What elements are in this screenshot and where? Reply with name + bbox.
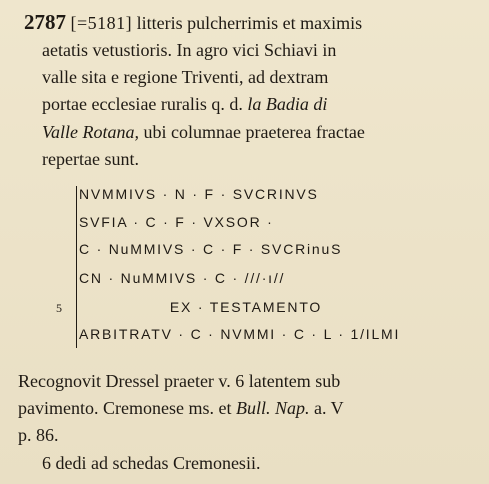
notes-line-3: p. 86. bbox=[18, 425, 59, 445]
intro-line-5-text: ubi columnae praeterea fractae bbox=[143, 122, 365, 142]
inscription-line-1: NVMMIVS · N · F · SVCRINVS bbox=[79, 186, 319, 202]
inscription-left-rule bbox=[76, 186, 78, 348]
notes-line-2-italic: Bull. Nap. bbox=[235, 398, 310, 418]
entry-number: 2787 bbox=[24, 10, 66, 34]
intro-line-4 bbox=[42, 92, 327, 117]
entry-header-line bbox=[24, 10, 362, 36]
notes-line-2 bbox=[18, 396, 344, 421]
intro-line-4-text: portae ecclesiae ruralis q. d. bbox=[42, 94, 243, 114]
intro-line-3: valle sita e regione Triventi, ad dextram bbox=[42, 67, 329, 87]
intro-line-1: litteris pulcherrimis et maximis bbox=[136, 13, 363, 33]
intro-line-5 bbox=[42, 120, 365, 145]
intro-line-5-italic: Valle Rotana, bbox=[42, 122, 139, 142]
notes-line-1: Recognovit Dressel praeter v. 6 latentem sub bbox=[18, 371, 341, 391]
notes-line-2-start: pavimento. Cremonese ms. et bbox=[18, 398, 232, 418]
intro-line-4-italic: la Badia di bbox=[247, 94, 328, 114]
inscription-line-5: EX · TESTAMENTO bbox=[169, 299, 323, 315]
inscription-line-3: C · NuMMIVS · C · F · SVCRinuS bbox=[79, 241, 343, 257]
intro-line-2: aetatis vetustioris. In agro vici Schiavi in bbox=[42, 40, 337, 60]
entry-reference: [=5181] bbox=[70, 13, 133, 33]
inscription-line-6: ARBITRATV · C · NVMMI · C · L · 1/ILMI bbox=[79, 326, 401, 342]
inscription-line-4: CN · NuMMIVS · C · ///·ı// bbox=[79, 270, 286, 286]
inscription-block bbox=[76, 186, 416, 348]
inscription-line-number: 5 bbox=[56, 301, 62, 315]
intro-line-6: repertae sunt. bbox=[42, 149, 139, 169]
notes-line-2-end: a. V bbox=[313, 398, 344, 418]
inscription-line-2: SVFIA · C · F · VXSOR · bbox=[79, 214, 274, 230]
notes-line-4: 6 dedi ad schedas Cremonesii. bbox=[42, 453, 261, 473]
